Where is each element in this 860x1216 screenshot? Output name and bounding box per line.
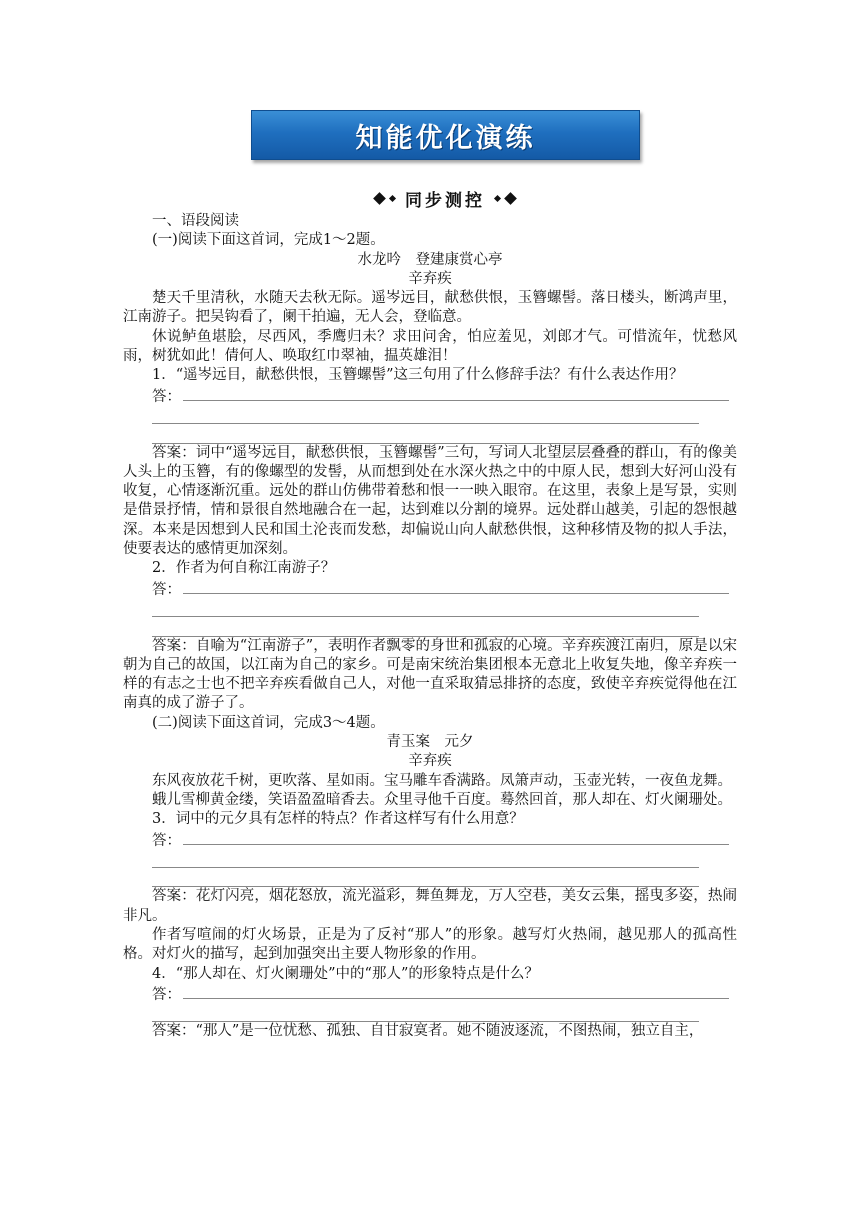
- question-1: 1．“遥岑远目，献愁供恨，玉簪螺髻”这三句用了什么修辞手法？有什么表达作用？: [152, 367, 684, 384]
- answer-4: 答案：“那人”是一位忧愁、孤独、自甘寂寞者。她不随波逐流，不图热闹，独立自主，: [152, 1023, 704, 1040]
- answer-1: 答案：词中“遥岑远目，献愁供恨，玉簪螺髻”三句，写词人北望层层叠叠的群山，有的像美人头上的玉簪，有的像螺型的发髻，从而想到处在水深火热之中的中原人民，想到大好河山没有收复，心情逐渐沉重。远处的群山仿佛带着愁和恨一一映入眼帘。在这里，表象上是写景，实则是借景抒情，情和景很自然地融合在一起，达到难以分割的境界。远处群山越美，引起的怨恨越深。本来是因想到人民和国土沦丧而发愁，却偏说山向人献愁供恨，这种移情及物的拟人手法，使要表达的感情更加深刻。: [123, 444, 737, 558]
- poem-stanza: 东风夜放花千树，更吹落、星如雨。宝马雕车香满路。凤箫声动，玉壶光转，一夜鱼龙舞。: [152, 772, 732, 789]
- title-banner: [251, 110, 640, 160]
- answer-blank: [152, 1003, 699, 1022]
- poem-title: 青玉案 元夕: [386, 734, 474, 751]
- document-body: [123, 212, 737, 1042]
- answer-3: 答案：花灯闪亮，烟花怒放，流光溢彩，舞鱼舞龙，万人空巷，美女云集，摇曳多姿，热闹非凡。: [123, 888, 737, 924]
- answer-label: 答：: [152, 388, 181, 405]
- answer-blank: [152, 405, 699, 424]
- poem-author: 辛弃疾: [408, 270, 452, 287]
- poem-title: 水龙吟 登建康赏心亭: [357, 251, 503, 268]
- poem-stanza: 休说鲈鱼堪脍，尽西风，季鹰归未？求田问舍，怕应羞见，刘郎才气。可惜流年，忧愁风雨，树犹如此！倩何人、唤取红巾翠袖，揾英雄泪！: [123, 328, 737, 365]
- question-4: 4．“那人却在、灯火阑珊处”中的“那人”的形象特点是什么？: [152, 965, 539, 982]
- answer-label: 答：: [152, 987, 181, 1004]
- answer-blank: [152, 598, 699, 617]
- answer-blank: [152, 868, 699, 887]
- answer-3-continued: 作者写喧闹的灯火场景，正是为了反衬“那人”的形象。越写灯火热闹，越见那人的孤高性格。对灯火的描写，起到加强突出主要人物形象的作用。: [123, 926, 737, 963]
- section-header: [350, 185, 540, 211]
- answer-line: [123, 579, 737, 598]
- poem-stanza: 蛾儿雪柳黄金缕，笑语盈盈暗香去。众里寻他千百度。蓦然回首，那人却在、灯火阑珊处。: [152, 791, 732, 808]
- question-2: 2．作者为何自称江南游子？: [152, 560, 336, 577]
- diamond-icon: [373, 192, 386, 205]
- question-3: 3．词中的元夕具有怎样的特点？作者这样写有什么用意？: [152, 811, 524, 828]
- part1-intro: (一)阅读下面这首词，完成1～2题。: [152, 232, 385, 249]
- answer-blank: [152, 617, 699, 636]
- heading: 一、语段阅读: [152, 213, 239, 229]
- diamond-icon: [504, 192, 517, 205]
- poem-stanza: 楚天千里清秋，水随天去秋无际。遥岑远目，献愁供恨，玉簪螺髻。落日楼头，断鸿声里，江南游子。把吴钩看了，阑干拍遍，无人会，登临意。: [123, 290, 737, 326]
- poem-author: 辛弃疾: [408, 753, 452, 770]
- answer-label: 答：: [152, 832, 181, 849]
- section-title: 同步测控: [405, 190, 485, 211]
- diamond-icon: [389, 194, 396, 201]
- answer-line: [123, 386, 737, 405]
- answer-line: [123, 830, 737, 849]
- answer-blank: [152, 424, 699, 443]
- answer-blank: [152, 849, 699, 868]
- part2-intro: (二)阅读下面这首词，完成3～4题。: [152, 714, 385, 731]
- diamond-icon: [494, 194, 501, 201]
- answer-2: 答案：自喻为“江南游子”，表明作者飘零的身世和孤寂的心境。辛弃疾渡江南归，原是以宋朝为自己的故国，以江南为自己的家乡。可是南宋统治集团根本无意北上收复失地，像辛弃疾一样的有志之士也不把辛弃疾看做自己人，对他一直采取猜忌排挤的态度，致使辛弃疾觉得他在江南真的成了游子了。: [123, 637, 737, 712]
- answer-line: [123, 984, 737, 1003]
- banner-title: 知能优化演练: [355, 122, 536, 154]
- answer-label: 答：: [152, 581, 181, 598]
